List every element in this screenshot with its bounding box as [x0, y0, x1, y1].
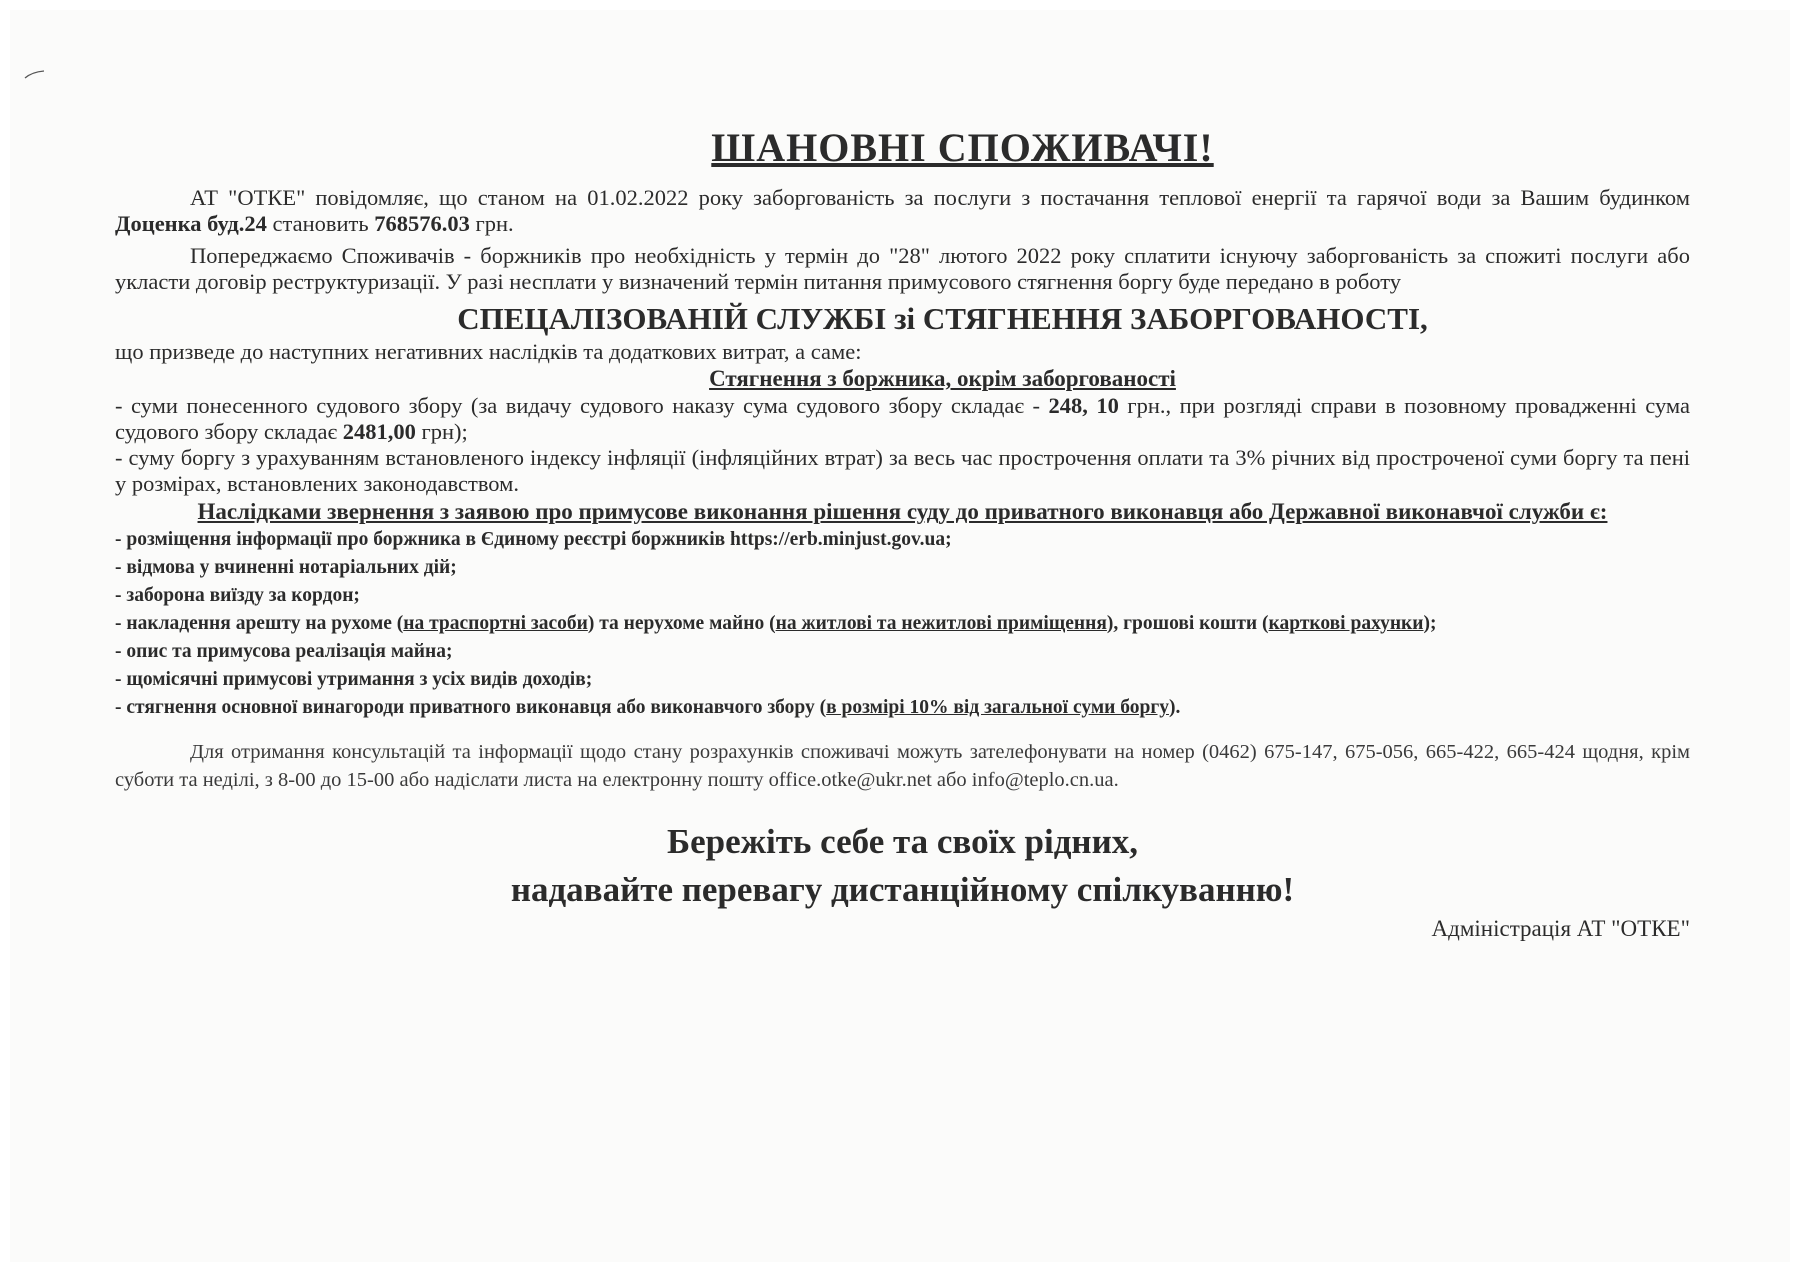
court-fee-text-end: грн);: [415, 419, 468, 444]
enforcement-heading: Наслідками звернення з заявою про примусове виконання рішення суду до приватного виконавця або Державної виконавчої служби є:: [197, 499, 1608, 524]
debt-text-mid: становить: [266, 211, 375, 236]
closing-message: [115, 818, 1690, 914]
warning-paragraph: Попереджаємо Споживачів - боржників про необхідність у термін до "28" лютого 2022 року сплатити існуючу заборгованість за спожиті послуги або укласти договір реструктуризації. У разі несплати у визначений термін питання примусового стягнення боргу буде передано в роботу: [115, 243, 1690, 294]
closing-line-1: Бережіть себе та своїх рідних,: [666, 822, 1139, 861]
court-fee-text-mid: грн., при розгляді справи в позовному провадженні сума судового збору складає: [115, 393, 1691, 444]
document-sheet: [10, 10, 1790, 1262]
pen-mark-icon: [24, 70, 46, 80]
lawsuit-fee-amount: 2481,00: [342, 419, 416, 444]
inflation-item: - суму боргу з урахуванням встановленого індексу інфляції (інфляційних втрат) за весь час прострочення оплати та 3% річних від простроченої суми боргу та пені у розмірах, встановлених законодавством.: [115, 445, 1690, 496]
court-fee-item: [115, 393, 1690, 445]
premises-note: на житлові та нежитлові приміщення: [775, 613, 1107, 634]
list-item-text: ).: [1168, 697, 1181, 718]
recovery-heading: Стягнення з боржника, окрім заборгованості: [709, 366, 1176, 391]
list-item-text: - стягнення основної винагороди приватного виконавця або виконавчого збору (: [115, 697, 827, 718]
debt-amount: 768576.03: [374, 211, 470, 236]
list-item: - заборона виїзду за кордон;: [115, 585, 360, 606]
notice-title: ШАНОВНІ СПОЖИВАЧІ!: [711, 125, 1214, 170]
fee-percent-note: в розмірі 10% від загальної суми боргу: [826, 697, 1169, 718]
signature: Адміністрація АТ "ОТКЕ": [1431, 916, 1690, 941]
vehicles-note: на траспортні засоби: [403, 613, 588, 634]
debt-text: АТ "ОТКЕ" повідомляє, що станом на 01.02.2022 року заборгованість за послуги з постачання теплової енергії та гарячої води за Вашим будинком: [190, 185, 1690, 210]
currency-label: грн.: [469, 211, 514, 236]
list-item: - відмова у вчиненні нотаріальних дій;: [115, 557, 457, 578]
list-item-text: - накладення арешту на рухоме (: [115, 613, 404, 634]
court-fee-text: - суми понесенного судового збору (за видачу судового наказу сума судового збору складає -: [115, 393, 1049, 418]
card-accounts-note: карткові рахунки: [1268, 613, 1424, 634]
list-item: [115, 694, 1690, 722]
building-address: Доценка буд.24: [115, 211, 267, 236]
list-item-text: ), грошові кошти (: [1106, 613, 1269, 634]
list-item: [115, 610, 1690, 638]
contact-info: Для отримання консультацій та інформації щодо стану розрахунків споживачі можуть зателефонувати на номер (0462) 675-147, 675-056, 665-422, 665-424 щодня, крім суботи та неділі, з 8-00 до 15-00 або надіслати листа на електронну пошту office.otke@ukr.net або info@teplo.cn.ua.: [115, 741, 1690, 791]
consequence-intro: що призведе до наступних негативних наслідків та додаткових витрат, а саме:: [115, 339, 862, 364]
list-item-text: ) та нерухоме майно (: [587, 613, 776, 634]
list-item: - розміщення інформації про боржника в Єдиному реєстрі боржників https://erb.minjust.gov.ua;: [115, 529, 952, 550]
list-item: - опис та примусова реалізація майна;: [115, 641, 453, 662]
debt-paragraph: [115, 185, 1690, 237]
closing-line-2: надавайте перевагу дистанційному спілкуванню!: [510, 870, 1295, 909]
list-item: - щомісячні примусові утримання з усіх видів доходів;: [115, 669, 593, 690]
agency-heading: СПЕЦАЛІЗОВАНІЙ СЛУЖБІ зі СТЯГНЕННЯ ЗАБОРГОВАНОСТІ,: [457, 301, 1428, 336]
notice-body: [115, 10, 1690, 942]
court-fee-amount: 248, 10: [1048, 393, 1119, 418]
list-item-text: );: [1423, 613, 1437, 634]
enforcement-list: [115, 526, 1690, 722]
